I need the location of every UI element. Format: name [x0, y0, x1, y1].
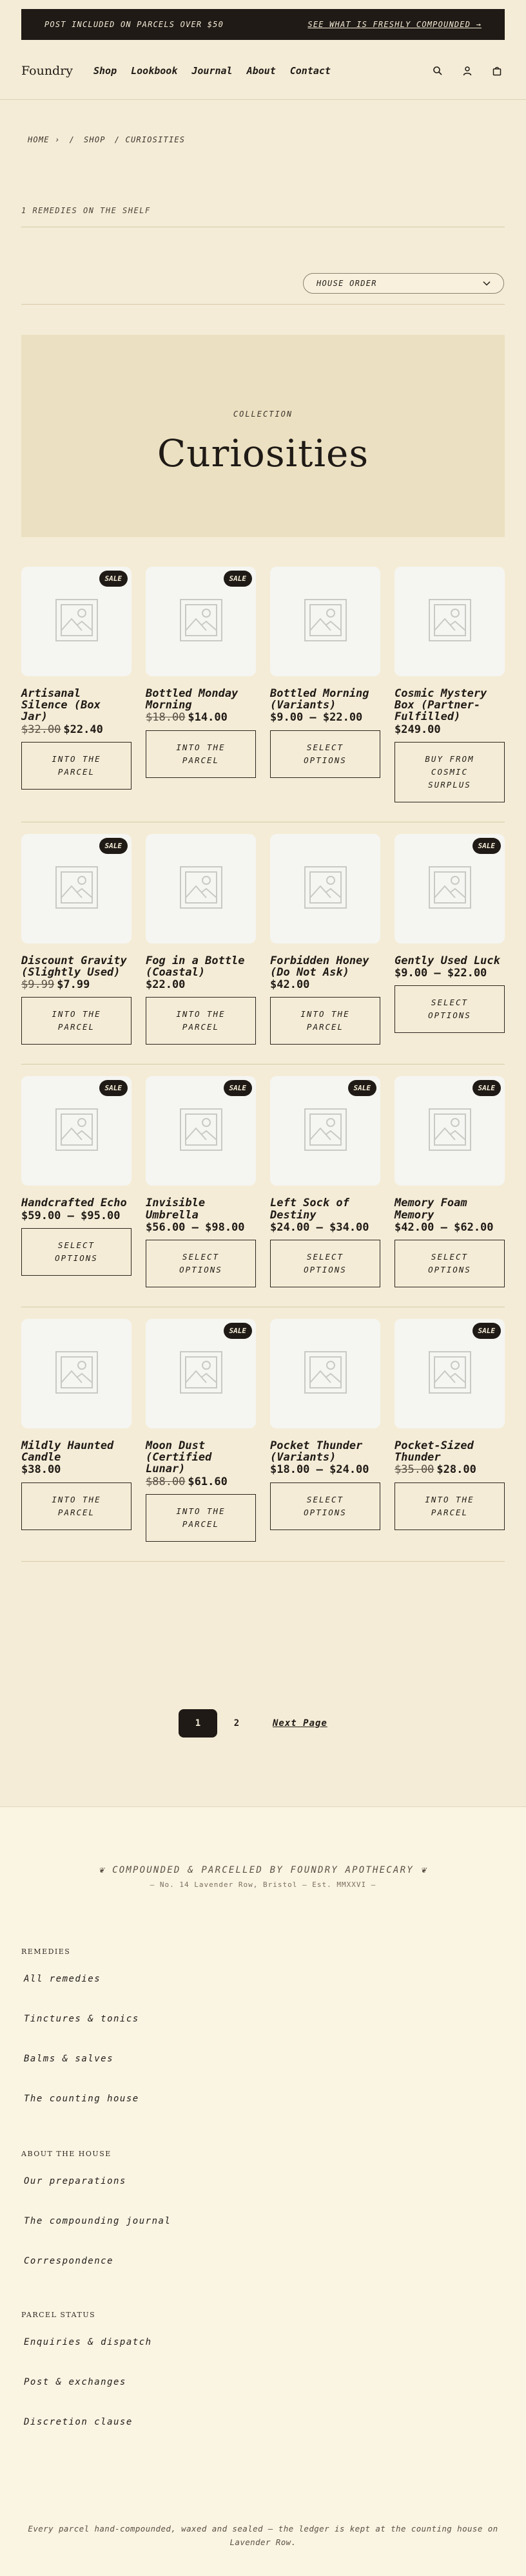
product-price [21, 723, 132, 737]
product-price [146, 711, 256, 724]
footer-heading: PARCEL STATUS [21, 2311, 96, 2319]
product-image[interactable] [146, 567, 256, 676]
product-card[interactable] [394, 567, 505, 802]
product-image[interactable] [270, 567, 380, 676]
image-placeholder-icon [427, 864, 473, 913]
site-header [21, 45, 505, 97]
product-name[interactable]: Bottled Morning (Variants) [270, 687, 369, 712]
sale-badge: SALE [99, 1080, 128, 1096]
footer-tagline: ❦ COMPOUNDED & PARCELLED BY FOUNDRY APOTHECARY ❦ [98, 1865, 428, 1875]
footer-link[interactable]: Tinctures & tonics [24, 2014, 139, 2024]
product-name[interactable]: Memory Foam Memory [394, 1197, 467, 1222]
current-price: $249.00 [394, 723, 441, 736]
product-cta-button[interactable]: SELECT OPTIONS [21, 1228, 132, 1276]
original-price: $88.00 [146, 1475, 186, 1488]
product-price [21, 978, 132, 992]
product-cta-button[interactable]: INTO THE PARCEL [394, 1482, 505, 1530]
product-name[interactable]: Bottled Monday Morning [146, 687, 239, 712]
sale-badge: SALE [99, 571, 128, 587]
product-image[interactable] [270, 834, 380, 943]
image-placeholder-icon [178, 597, 224, 646]
announcement-text: POST INCLUDED ON PARCELS OVER $50 [44, 20, 224, 29]
product-price [270, 1463, 380, 1477]
product-card[interactable] [270, 1319, 380, 1542]
image-placeholder-icon [178, 1349, 224, 1398]
image-placeholder-icon [427, 1349, 473, 1398]
product-card[interactable] [394, 834, 505, 1045]
product-name[interactable]: Mildly Haunted Candle [21, 1439, 114, 1464]
current-price: $22.40 [63, 723, 103, 736]
nav-lookbook[interactable]: Lookbook [131, 65, 178, 77]
nav-journal[interactable]: Journal [191, 65, 233, 77]
image-placeholder-icon [427, 597, 473, 646]
product-price [21, 1463, 132, 1477]
footer-section-about [21, 2150, 171, 2295]
search-icon[interactable] [433, 66, 443, 76]
product-cta-button[interactable]: INTO THE PARCEL [21, 742, 132, 790]
current-price: $7.99 [57, 978, 90, 992]
current-price: $22.00 [146, 978, 186, 992]
footer-link[interactable]: Our preparations [24, 2176, 126, 2186]
current-price: $9.00 – $22.00 [394, 967, 487, 980]
announcement-bar [21, 9, 505, 40]
product-price [270, 711, 380, 724]
product-name[interactable]: Discount Gravity (Slightly Used) [21, 954, 127, 979]
divider [21, 304, 505, 305]
product-card[interactable] [394, 1076, 505, 1287]
sale-badge: SALE [224, 1323, 253, 1339]
product-image[interactable] [146, 834, 256, 943]
image-placeholder-icon [427, 1106, 473, 1155]
image-placeholder-icon [178, 1106, 224, 1155]
product-image[interactable] [21, 834, 132, 943]
row-divider [21, 1064, 505, 1065]
footer-link[interactable]: The counting house [24, 2094, 139, 2104]
sale-badge: SALE [224, 1080, 253, 1096]
product-image[interactable] [21, 567, 132, 676]
footer-note: Every parcel hand-compounded, waxed and sealed — the ledger is kept at the counting house on Lavender Row. [28, 2524, 498, 2547]
original-price: $35.00 [394, 1463, 434, 1477]
sale-badge: SALE [472, 1323, 502, 1339]
product-cta-button[interactable]: SELECT OPTIONS [394, 1240, 505, 1287]
footer-section-parcel-status [21, 2311, 152, 2456]
product-cta-button[interactable]: INTO THE PARCEL [146, 997, 256, 1045]
product-price [146, 978, 256, 992]
product-cta-button[interactable]: INTO THE PARCEL [146, 730, 256, 778]
product-card[interactable] [21, 1319, 132, 1542]
product-name[interactable]: Pocket Thunder (Variants) [270, 1439, 363, 1464]
product-image[interactable] [146, 1076, 256, 1186]
collection-title: Curiosities [157, 431, 369, 475]
current-price: $28.00 [436, 1463, 476, 1477]
collection-eyebrow: COLLECTION [233, 410, 293, 419]
sale-badge: SALE [99, 838, 128, 854]
image-placeholder-icon [302, 864, 349, 913]
header-icons [433, 66, 505, 76]
current-price: $38.00 [21, 1463, 61, 1477]
product-image[interactable] [394, 567, 505, 676]
footer-link[interactable]: Correspondence [24, 2256, 114, 2266]
product-image[interactable] [21, 1319, 132, 1428]
main-nav [93, 65, 345, 77]
product-name[interactable]: Artisanal Silence (Box Jar) [21, 687, 101, 724]
current-price: $61.60 [188, 1475, 228, 1488]
product-grid [21, 567, 505, 1573]
product-cta-button[interactable]: SELECT OPTIONS [146, 1240, 256, 1287]
footer-link[interactable]: Balms & salves [24, 2054, 114, 2064]
collection-banner [21, 335, 505, 537]
product-cta-button[interactable]: INTO THE PARCEL [270, 997, 380, 1045]
product-image[interactable] [394, 1319, 505, 1428]
current-price: $14.00 [188, 711, 228, 724]
sort-select[interactable] [303, 273, 504, 294]
product-image[interactable] [394, 1076, 505, 1186]
product-card[interactable] [146, 1319, 256, 1542]
footer-address: — No. 14 Lavender Row, Bristol — Est. MMXXVI — [150, 1880, 376, 1889]
product-card[interactable] [21, 1076, 132, 1287]
product-card[interactable] [270, 834, 380, 1045]
footer-heading: ABOUT THE HOUSE [21, 2150, 112, 2158]
product-price [394, 1221, 505, 1235]
footer-link[interactable]: All remedies [24, 1974, 101, 1984]
product-name[interactable]: Gently Used Luck [394, 954, 500, 967]
product-card[interactable] [146, 567, 256, 802]
footer-link[interactable]: Enquiries & dispatch [24, 2337, 152, 2347]
product-card[interactable] [270, 567, 380, 802]
product-cta-button[interactable]: SELECT OPTIONS [270, 1240, 380, 1287]
product-image[interactable] [270, 1319, 380, 1428]
original-price: $18.00 [146, 711, 186, 724]
product-card[interactable] [146, 1076, 256, 1287]
header-divider [0, 99, 526, 100]
sale-badge: SALE [472, 838, 502, 854]
product-price [21, 1209, 132, 1223]
product-name[interactable]: Moon Dust (Certified Lunar) [146, 1439, 212, 1476]
current-price: $59.00 – $95.00 [21, 1209, 121, 1222]
nav-contact[interactable]: Contact [289, 65, 331, 77]
current-price: $24.00 – $34.00 [270, 1220, 369, 1234]
result-count: 1 REMEDIES ON THE SHELF [21, 206, 151, 215]
product-cta-button[interactable]: INTO THE PARCEL [21, 997, 132, 1045]
sale-badge: SALE [224, 571, 253, 587]
product-name[interactable]: Fog in a Bottle (Coastal) [146, 954, 245, 979]
footer-heading: REMEDIES [21, 1947, 71, 1956]
footer-link[interactable]: Post & exchanges [24, 2377, 126, 2387]
product-cta-button[interactable]: SELECT OPTIONS [270, 1482, 380, 1530]
current-price: $42.00 [270, 978, 310, 992]
product-card[interactable] [21, 834, 132, 1045]
image-placeholder-icon [54, 1106, 100, 1155]
footer-link[interactable]: Discretion clause [24, 2417, 133, 2427]
product-image[interactable] [21, 1076, 132, 1186]
product-card[interactable] [146, 834, 256, 1045]
image-placeholder-icon [302, 1106, 349, 1155]
chevron-down-icon [483, 281, 491, 286]
announcement-link[interactable]: SEE WHAT IS FRESHLY COMPOUNDED → [307, 20, 482, 29]
breadcrumb-separator: / [69, 135, 75, 144]
product-cta-button[interactable]: BUY FROM COSMIC SURPLUS [394, 742, 505, 802]
breadcrumb-home[interactable]: HOME › [28, 135, 61, 144]
product-card[interactable] [270, 1076, 380, 1287]
bag-icon[interactable] [492, 66, 502, 76]
image-placeholder-icon [302, 597, 349, 646]
product-name[interactable]: Forbidden Honey (Do Not Ask) [270, 954, 369, 979]
product-image[interactable] [270, 1076, 380, 1186]
original-price: $9.99 [21, 978, 55, 992]
image-placeholder-icon [302, 1349, 349, 1398]
breadcrumb-shop[interactable]: SHOP [84, 135, 106, 144]
current-price: $56.00 – $98.00 [146, 1220, 245, 1234]
product-price [270, 978, 380, 992]
breadcrumb-current: / CURIOSITIES [114, 135, 186, 144]
product-card[interactable] [394, 1319, 505, 1542]
image-placeholder-icon [54, 864, 100, 913]
product-price [394, 967, 505, 980]
next-page-link[interactable]: Next Page [273, 1718, 327, 1728]
product-image[interactable] [146, 1319, 256, 1428]
product-price [394, 1463, 505, 1477]
product-cta-button[interactable]: SELECT OPTIONS [394, 985, 505, 1033]
nav-shop[interactable]: Shop [93, 65, 117, 77]
current-price: $18.00 – $24.00 [270, 1463, 369, 1477]
product-cta-button[interactable]: SELECT OPTIONS [270, 730, 380, 778]
site-footer [0, 1806, 526, 2576]
footer-link[interactable]: The compounding journal [24, 2216, 171, 2226]
product-price [394, 723, 505, 737]
product-price [270, 1221, 380, 1235]
account-icon[interactable] [462, 66, 472, 76]
sale-badge: SALE [472, 1080, 502, 1096]
logo[interactable]: Foundry [21, 64, 73, 78]
product-cta-button[interactable]: INTO THE PARCEL [21, 1482, 132, 1530]
image-placeholder-icon [178, 864, 224, 913]
footer-section-remedies [21, 1947, 139, 2132]
image-placeholder-icon [54, 597, 100, 646]
product-cta-button[interactable]: INTO THE PARCEL [146, 1494, 256, 1542]
product-image[interactable] [394, 834, 505, 943]
current-price: $42.00 – $62.00 [394, 1220, 494, 1234]
product-name[interactable]: Handcrafted Echo [21, 1197, 127, 1210]
sale-badge: SALE [348, 1080, 377, 1096]
product-card[interactable] [21, 567, 132, 802]
page-current[interactable]: 1 [179, 1709, 217, 1738]
nav-about[interactable]: About [246, 65, 276, 77]
pagination [179, 1709, 327, 1738]
product-name[interactable]: Pocket-Sized Thunder [394, 1439, 474, 1464]
current-price: $9.00 – $22.00 [270, 711, 363, 724]
product-name[interactable]: Cosmic Mystery Box (Partner-Fulfilled) [394, 687, 487, 724]
product-name[interactable]: Left Sock of Destiny [270, 1197, 349, 1222]
original-price: $32.00 [21, 723, 61, 736]
breadcrumb [28, 135, 185, 144]
product-name[interactable]: Invisible Umbrella [146, 1197, 206, 1222]
sort-selected-value: HOUSE ORDER [317, 279, 377, 288]
row-divider [21, 1561, 505, 1562]
image-placeholder-icon [54, 1349, 100, 1398]
product-price [146, 1221, 256, 1235]
product-price [146, 1475, 256, 1489]
page-link[interactable]: 2 [233, 1718, 240, 1728]
